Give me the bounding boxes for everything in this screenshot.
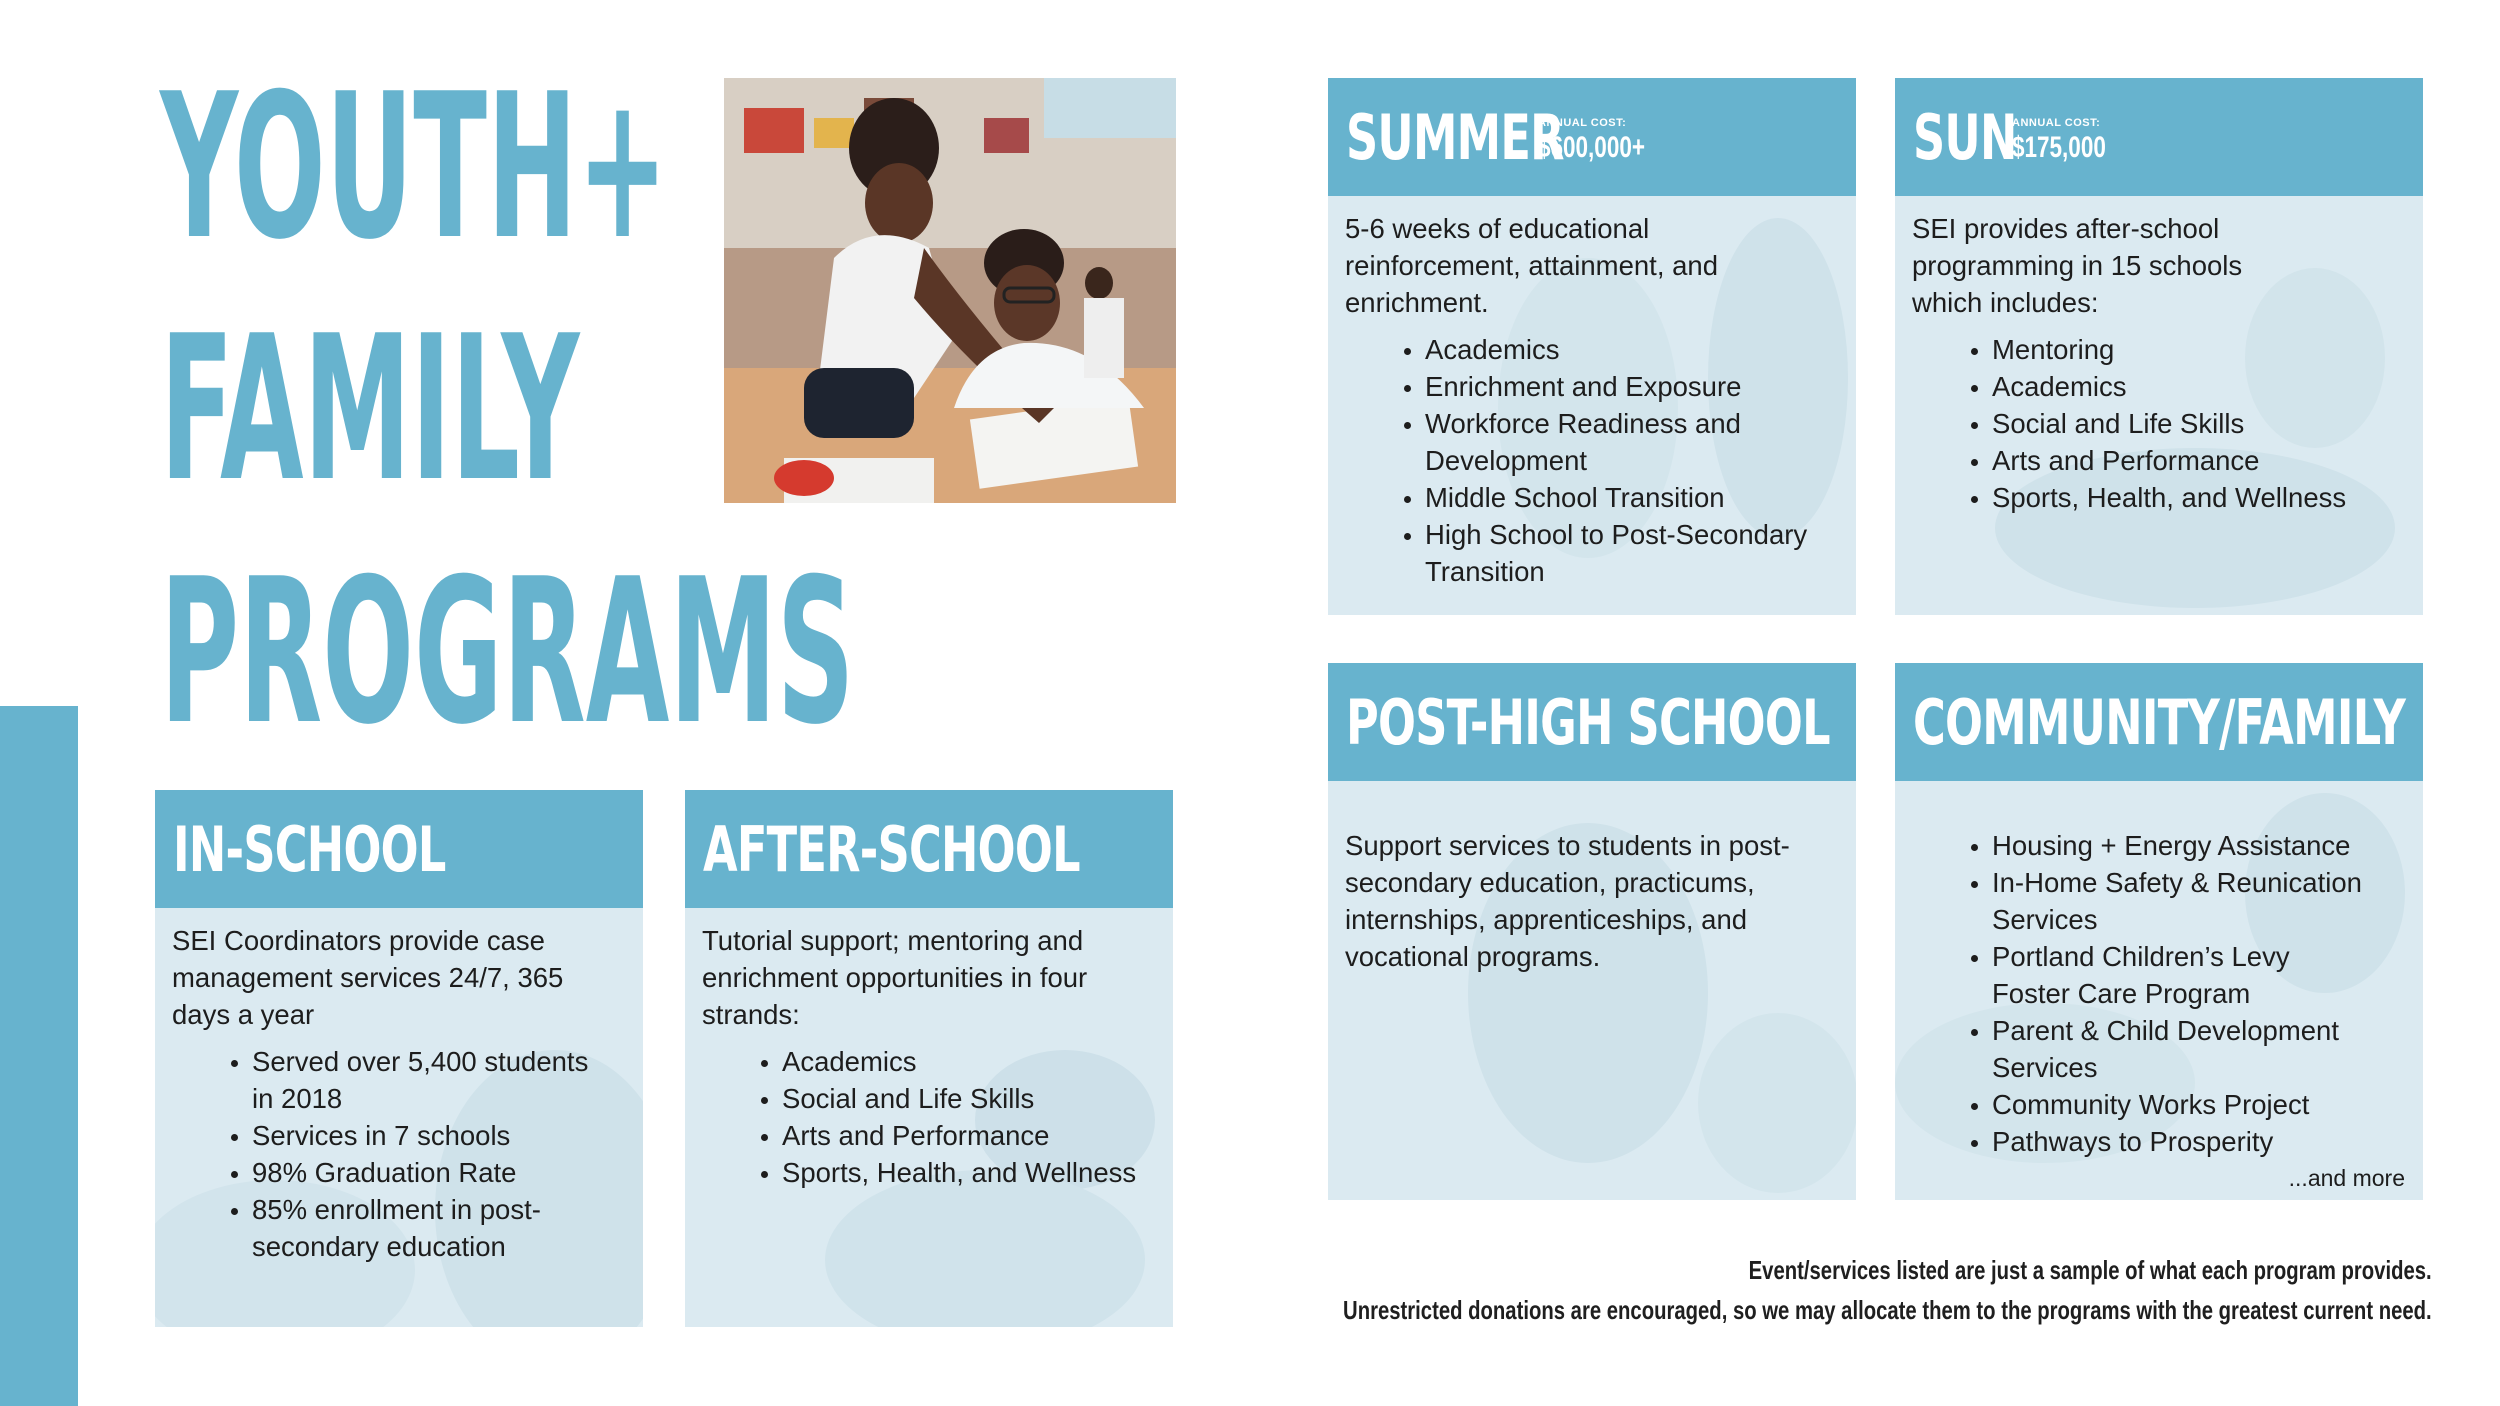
list-item: • In-Home Safety & Reunication Services [1992, 864, 2392, 938]
list-item: • High School to Post-Secondary Transition [1425, 516, 1840, 590]
list-item: • Social and Life Skills [782, 1080, 1157, 1117]
card-community-family [1895, 663, 2423, 1200]
list-item: • Served over 5,400 students in 2018 [252, 1043, 612, 1117]
card-title: IN-SCHOOL [173, 812, 446, 886]
card-intro: 5-6 weeks of educational reinforcement, attainment, and enrichment. [1345, 213, 1718, 318]
card-body [155, 908, 643, 1275]
card-post-high-school [1328, 663, 1856, 1200]
students-photo-illustration [724, 78, 1176, 503]
card-intro: Tutorial support; mentoring and enrichment opportunities in four strands: [702, 925, 1088, 1030]
students-photo [724, 78, 1176, 503]
card-body [1895, 781, 2423, 1170]
card-header [1328, 663, 1856, 781]
annual-cost-label: ANNUAL COST: [2012, 117, 2101, 129]
annual-cost-label: ANNUAL COST: [1538, 117, 1627, 129]
card-title: SUMMER [1346, 100, 1564, 174]
footnote-line-2: Unrestricted donations are encouraged, so we may allocate them to the programs with the greatest current need. [1343, 1295, 2432, 1325]
list-item: • Portland Children’s Levy Foster Care Program [1992, 938, 2322, 1012]
card-sun [1895, 78, 2423, 615]
card-list [702, 1043, 1157, 1191]
card-list [172, 1043, 627, 1265]
card-header [685, 790, 1173, 908]
list-item: • Middle School Transition [1425, 479, 1840, 516]
card-summer [1328, 78, 1856, 615]
card-after-school [685, 790, 1173, 1327]
list-item: • Sports, Health, and Wellness [1992, 479, 2407, 516]
card-header [1895, 78, 2423, 196]
list-item: • Arts and Performance [1992, 442, 2407, 479]
card-list [1912, 827, 2407, 1160]
card-title: COMMUNITY/FAMILY [1913, 685, 2406, 759]
title-line-youth: YOUTH+ [160, 51, 668, 284]
card-title: SUN [1913, 100, 2017, 174]
list-item: • Services in 7 schools [252, 1117, 627, 1154]
card-body [1328, 196, 1856, 600]
footnote-line-1: Event/services listed are just a sample of what each program provides. [1748, 1255, 2432, 1285]
left-accent-bar [0, 706, 78, 1406]
card-header [155, 790, 643, 908]
list-item: • Pathways to Prosperity [1992, 1123, 2407, 1160]
list-item: • Parent & Child Development Services [1992, 1012, 2392, 1086]
list-item: • Community Works Project [1992, 1086, 2407, 1123]
list-item: • Enrichment and Exposure [1425, 368, 1840, 405]
annual-cost-value: $600,000+ [1538, 131, 1645, 164]
card-title: AFTER-SCHOOL [703, 812, 1080, 886]
title-line-programs: PROGRAMS [160, 536, 855, 769]
annual-cost [2012, 118, 2137, 163]
card-intro: SEI provides after-school programming in 15 schools which includes: [1912, 213, 2243, 318]
annual-cost-value: $175,000 [2012, 131, 2106, 164]
list-item: • 85% enrollment in post-secondary education [252, 1191, 582, 1265]
card-body [1895, 196, 2423, 526]
list-item: • Arts and Performance [782, 1117, 1157, 1154]
card-header [1328, 78, 1856, 196]
list-item: • Workforce Readiness and Development [1425, 405, 1765, 479]
card-title: POST-HIGH SCHOOL [1346, 685, 1830, 759]
and-more-note: ...and more [2288, 1165, 2405, 1191]
card-list [1345, 331, 1840, 590]
list-item: • 98% Graduation Rate [252, 1154, 627, 1191]
card-body [1328, 781, 1856, 995]
card-body [685, 908, 1173, 1201]
list-item: • Sports, Health, and Wellness [782, 1154, 1157, 1191]
card-intro: Support services to students in post-secondary education, practicums, internships, apprenticeships, and vocational programs. [1345, 830, 1790, 972]
list-item: • Social and Life Skills [1992, 405, 2407, 442]
list-item: • Housing + Energy Assistance [1992, 827, 2407, 864]
card-in-school [155, 790, 643, 1327]
list-item: • Mentoring [1992, 331, 2407, 368]
card-header [1895, 663, 2423, 781]
card-list [1912, 331, 2407, 516]
list-item: • Academics [1992, 368, 2407, 405]
card-intro: SEI Coordinators provide case management services 24/7, 365 days a year [172, 925, 564, 1030]
title-line-family: FAMILY [160, 293, 580, 526]
list-item: • Academics [782, 1043, 1157, 1080]
list-item: • Academics [1425, 331, 1840, 368]
annual-cost [1538, 118, 1681, 163]
